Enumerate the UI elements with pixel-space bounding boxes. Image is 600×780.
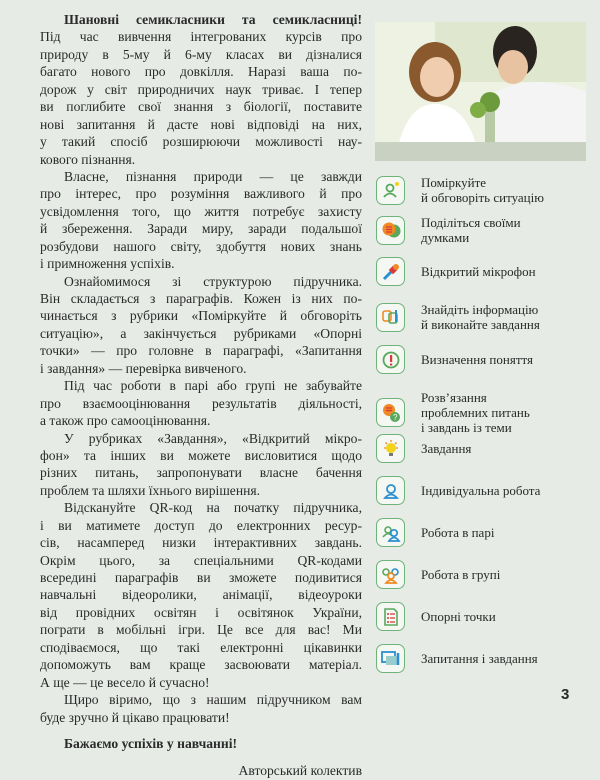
rubric-item: [376, 175, 596, 205]
find-info-icon: [376, 303, 405, 332]
text-line: чинається з рубрики «Поміркуйте й обговоріть: [40, 308, 362, 324]
text-line: багато нового про довкілля. Наразі ваша по-: [40, 64, 362, 80]
text-line: різних питань, запропонувати власне бачення: [40, 465, 362, 481]
rubric-label: [421, 215, 521, 245]
rubric-label-line: Опорні точки: [421, 609, 496, 624]
text-line: і примноження успіхів.: [40, 256, 175, 272]
text-line: Ознайомимося зі структурою підручника.: [64, 273, 362, 289]
rubric-label-line: Розв’язання: [421, 390, 487, 405]
page-number: 3: [561, 686, 570, 703]
text-line: пограти в мобільні ігри. Це все для вас! Ми: [40, 622, 362, 638]
rubric-label: [421, 390, 530, 435]
text-line: Він складається з параграфів. Кожен із них по-: [40, 291, 362, 306]
group-work-icon: [376, 560, 405, 589]
rubric-item: [376, 215, 596, 245]
svg-text:?: ?: [392, 412, 397, 422]
rubric-label: [421, 175, 544, 205]
text-line: дорож у світ природничих наук триває. І тепер: [40, 81, 362, 97]
rubric-item: [376, 345, 596, 374]
text-line: про взаємооцінювання результатів діяльності,: [40, 395, 362, 411]
rubric-label: [421, 525, 494, 540]
students-photo: [375, 22, 586, 161]
rubric-label-line: Знайдіть інформацію: [421, 302, 539, 317]
rubric-label-line: Завдання: [421, 441, 472, 456]
text-line: усвідомлення того, що життя потребує захисту: [40, 203, 362, 219]
rubric-label-line: Відкритий мікрофон: [421, 264, 536, 279]
text-line: від провідних освітян і освітянок України,: [40, 604, 362, 620]
text-line: і завдання» — перевірка вивченого.: [40, 360, 247, 376]
rubric-item: [376, 602, 596, 631]
text-line: а також про самооцінювання.: [40, 413, 211, 429]
problem-solving-icon: [376, 398, 405, 427]
rubric-item: [376, 644, 596, 673]
rubric-label: [421, 567, 500, 582]
rubric-label: [421, 483, 540, 498]
rubric-item: [376, 257, 596, 286]
text-line: сів, насамперед низки інтерактивних завдань.: [40, 535, 362, 551]
key-points-icon: [376, 602, 405, 631]
rubric-label-line: й обговоріть ситуацію: [421, 190, 544, 205]
rubric-item: [376, 434, 596, 463]
lightbulb-icon: [376, 434, 405, 463]
rubric-label: [421, 302, 540, 332]
rubric-label-line: Робота в групі: [421, 567, 501, 582]
share-thoughts-icon: [376, 216, 405, 245]
rubric-label-line: Запитання і завдання: [421, 651, 538, 666]
text-line: Щиро віримо, що з нашим підручником вам: [64, 692, 362, 708]
rubric-label: [421, 609, 496, 624]
rubric-label: [421, 651, 538, 666]
definition-icon: [376, 345, 405, 374]
rubric-label: [421, 352, 533, 367]
rubric-label-line: Робота в парі: [421, 525, 495, 540]
rubric-label-line: Визначення поняття: [421, 352, 533, 367]
rubric-label-line: Поміркуйте: [421, 175, 487, 190]
text-line: сподіваємося, що такі електронні цікавинки: [40, 639, 362, 655]
rubric-item: [376, 560, 596, 589]
text-line: про інтерес, про розуміння важливого й про: [40, 186, 362, 202]
text-line: навчальні відеоролики, анімації, відеоуроки: [40, 587, 362, 603]
signature: Авторський колектив: [238, 763, 362, 779]
text-line: Бажаємо успіхів у навчанні!: [64, 735, 238, 751]
text-line: допоможуть вам краще засвоювати матеріал.: [40, 657, 362, 673]
pair-work-icon: [376, 518, 405, 547]
text-line: А ще — це весело й сучасно!: [40, 674, 210, 690]
rubric-label-line: й виконайте завдання: [421, 317, 540, 332]
intro-text: [40, 11, 362, 780]
text-line: Окрім цього, за спеціальними QR-кодами: [40, 552, 362, 568]
text-line: Шановні семикласники та семикласниці!: [64, 12, 362, 27]
text-line: природу в 5-му й 6-му класах ви дізналися: [40, 46, 362, 62]
text-line: Під час роботи в парі або групі не забувайте: [64, 378, 362, 394]
text-line: кового пізнання.: [40, 151, 136, 167]
discuss-icon: [376, 176, 405, 205]
individual-work-icon: [376, 476, 405, 505]
rubric-label-line: Поділіться своїми: [421, 215, 521, 230]
text-line: Під час вивчення інтегрованих курсів про: [40, 29, 362, 45]
text-line: ви поглибите свої знання з біології, поставите: [40, 99, 362, 115]
text-line: Власне, пізнання природи — це завжди: [64, 168, 362, 184]
questions-icon: [376, 644, 405, 673]
rubric-label-line: і завдань із теми: [421, 420, 512, 435]
text-line: фон» та інших ви можете висловитися щодо: [40, 447, 362, 463]
text-line: проблем та шляхи їхнього вирішення.: [40, 482, 261, 498]
rubric-item: [376, 518, 596, 547]
rubric-label: [421, 441, 471, 456]
text-line: ситуацію», а закінчується рубриками «Опорні: [40, 325, 362, 341]
text-line: всередині параграфів ви зможете подивитися: [40, 570, 362, 585]
text-line: У рубриках «Завдання», «Відкритий мікро-: [64, 430, 362, 446]
microphone-icon: [376, 257, 405, 286]
text-line: і ви матимете доступ до електронних ресур-: [40, 517, 362, 533]
rubric-item: [376, 476, 596, 505]
text-line: Відскануйте QR-код на початку підручника,: [64, 500, 362, 516]
text-line: буде зручно й цікаво працювати!: [40, 709, 230, 725]
text-line: точки» — про головне в параграфі, «Запитання: [40, 343, 362, 359]
rubric-item: [376, 390, 596, 435]
text-line: у такий спосіб розширюючи можливості нау-: [40, 134, 362, 150]
rubric-label-line: проблемних питань: [421, 405, 530, 420]
rubric-label: [421, 264, 536, 279]
rubric-label-line: думками: [421, 230, 470, 245]
text-line: розбудови нашого світу, здобуття нових знань: [40, 238, 362, 254]
text-line: нові запитання й дасте нові відповіді на них,: [40, 116, 362, 132]
text-line: й збереження. Заради миру, заради подальшої: [40, 221, 362, 237]
rubric-item: [376, 302, 596, 332]
rubric-label-line: Індивідуальна робота: [421, 483, 541, 498]
